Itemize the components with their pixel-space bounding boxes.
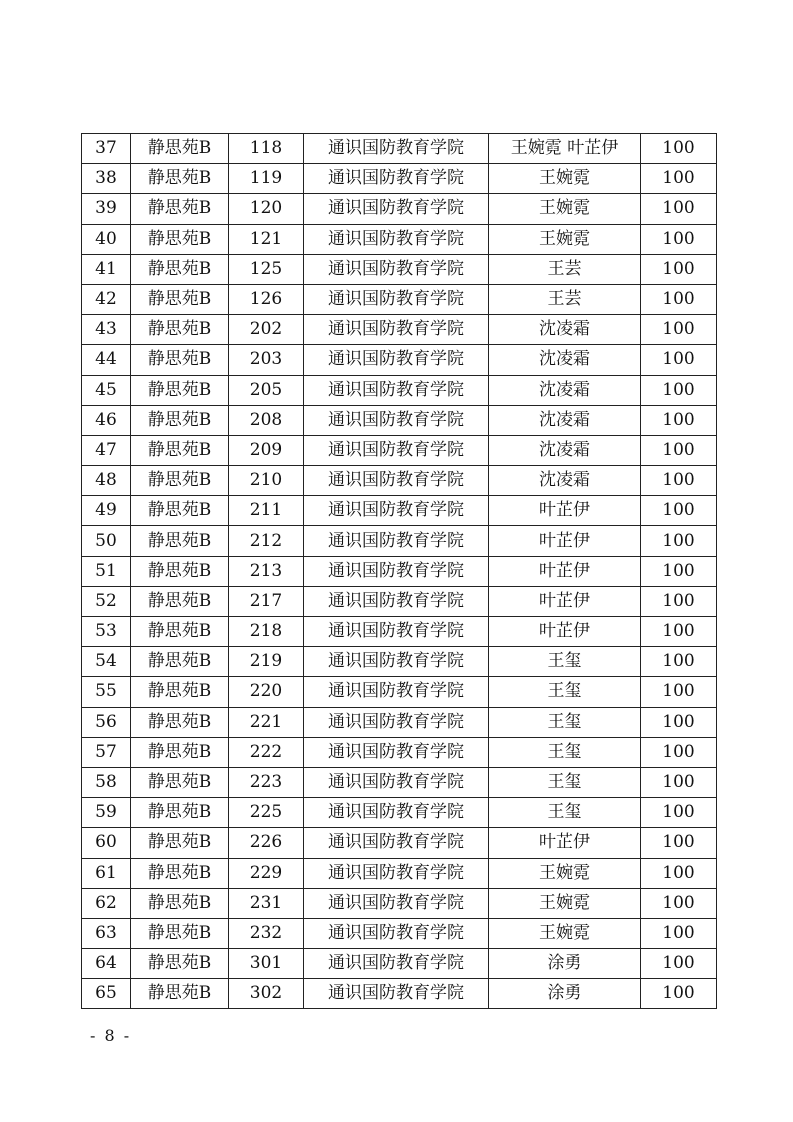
room-number-cell: 205 xyxy=(229,375,304,405)
inspector-cell: 王玺 xyxy=(489,647,641,677)
room-number-cell: 118 xyxy=(229,134,304,164)
table-row xyxy=(82,798,717,828)
college-cell: 通识国防教育学院 xyxy=(304,798,489,828)
building-cell: 静思苑B xyxy=(131,949,229,979)
college-cell: 通识国防教育学院 xyxy=(304,617,489,647)
college-cell: 通识国防教育学院 xyxy=(304,647,489,677)
building-cell: 静思苑B xyxy=(131,466,229,496)
college-cell: 通识国防教育学院 xyxy=(304,888,489,918)
room-number-cell: 212 xyxy=(229,526,304,556)
table-row xyxy=(82,677,717,707)
score-cell: 100 xyxy=(641,284,717,314)
building-cell: 静思苑B xyxy=(131,134,229,164)
row-number-cell: 47 xyxy=(82,435,131,465)
room-number-cell: 208 xyxy=(229,405,304,435)
table-row xyxy=(82,194,717,224)
inspector-cell: 叶芷伊 xyxy=(489,617,641,647)
room-number-cell: 211 xyxy=(229,496,304,526)
room-number-cell: 210 xyxy=(229,466,304,496)
row-number-cell: 61 xyxy=(82,858,131,888)
score-cell: 100 xyxy=(641,315,717,345)
table-row xyxy=(82,345,717,375)
table-row xyxy=(82,466,717,496)
row-number-cell: 57 xyxy=(82,737,131,767)
score-cell: 100 xyxy=(641,526,717,556)
row-number-cell: 42 xyxy=(82,284,131,314)
score-cell: 100 xyxy=(641,888,717,918)
inspector-cell: 王婉霓 xyxy=(489,224,641,254)
college-cell: 通识国防教育学院 xyxy=(304,466,489,496)
table-row xyxy=(82,586,717,616)
inspector-cell: 涂勇 xyxy=(489,979,641,1009)
college-cell: 通识国防教育学院 xyxy=(304,405,489,435)
room-number-cell: 226 xyxy=(229,828,304,858)
room-number-cell: 222 xyxy=(229,737,304,767)
table-row xyxy=(82,707,717,737)
room-number-cell: 120 xyxy=(229,194,304,224)
building-cell: 静思苑B xyxy=(131,435,229,465)
college-cell: 通识国防教育学院 xyxy=(304,164,489,194)
row-number-cell: 55 xyxy=(82,677,131,707)
table-row xyxy=(82,405,717,435)
building-cell: 静思苑B xyxy=(131,979,229,1009)
table-row xyxy=(82,858,717,888)
college-cell: 通识国防教育学院 xyxy=(304,918,489,948)
page-number: - 8 - xyxy=(90,1026,132,1045)
table-row xyxy=(82,435,717,465)
table-body xyxy=(82,134,717,1009)
college-cell: 通识国防教育学院 xyxy=(304,737,489,767)
table-row xyxy=(82,979,717,1009)
score-cell: 100 xyxy=(641,224,717,254)
room-number-cell: 119 xyxy=(229,164,304,194)
row-number-cell: 56 xyxy=(82,707,131,737)
score-cell: 100 xyxy=(641,707,717,737)
college-cell: 通识国防教育学院 xyxy=(304,677,489,707)
row-number-cell: 63 xyxy=(82,918,131,948)
score-cell: 100 xyxy=(641,405,717,435)
room-number-cell: 232 xyxy=(229,918,304,948)
score-cell: 100 xyxy=(641,918,717,948)
inspector-cell: 沈凌霜 xyxy=(489,315,641,345)
row-number-cell: 50 xyxy=(82,526,131,556)
row-number-cell: 64 xyxy=(82,949,131,979)
row-number-cell: 49 xyxy=(82,496,131,526)
inspector-cell: 叶芷伊 xyxy=(489,586,641,616)
room-number-cell: 217 xyxy=(229,586,304,616)
college-cell: 通识国防教育学院 xyxy=(304,707,489,737)
college-cell: 通识国防教育学院 xyxy=(304,496,489,526)
college-cell: 通识国防教育学院 xyxy=(304,526,489,556)
inspector-cell: 沈凌霜 xyxy=(489,375,641,405)
inspector-cell: 沈凌霜 xyxy=(489,435,641,465)
college-cell: 通识国防教育学院 xyxy=(304,949,489,979)
room-number-cell: 203 xyxy=(229,345,304,375)
row-number-cell: 54 xyxy=(82,647,131,677)
score-cell: 100 xyxy=(641,254,717,284)
room-number-cell: 126 xyxy=(229,284,304,314)
building-cell: 静思苑B xyxy=(131,617,229,647)
table-row xyxy=(82,767,717,797)
row-number-cell: 38 xyxy=(82,164,131,194)
building-cell: 静思苑B xyxy=(131,496,229,526)
table-row xyxy=(82,828,717,858)
college-cell: 通识国防教育学院 xyxy=(304,284,489,314)
table-row xyxy=(82,164,717,194)
inspector-cell: 叶芷伊 xyxy=(489,526,641,556)
table-row xyxy=(82,556,717,586)
building-cell: 静思苑B xyxy=(131,918,229,948)
college-cell: 通识国防教育学院 xyxy=(304,224,489,254)
table-row xyxy=(82,284,717,314)
room-number-cell: 219 xyxy=(229,647,304,677)
college-cell: 通识国防教育学院 xyxy=(304,194,489,224)
inspector-cell: 王婉霓 xyxy=(489,888,641,918)
college-cell: 通识国防教育学院 xyxy=(304,858,489,888)
row-number-cell: 58 xyxy=(82,767,131,797)
room-number-cell: 121 xyxy=(229,224,304,254)
inspector-cell: 沈凌霜 xyxy=(489,345,641,375)
building-cell: 静思苑B xyxy=(131,375,229,405)
score-cell: 100 xyxy=(641,164,717,194)
college-cell: 通识国防教育学院 xyxy=(304,586,489,616)
score-cell: 100 xyxy=(641,767,717,797)
inspector-cell: 王玺 xyxy=(489,737,641,767)
inspector-cell: 王婉霓 xyxy=(489,194,641,224)
building-cell: 静思苑B xyxy=(131,526,229,556)
table-row xyxy=(82,617,717,647)
inspector-cell: 沈凌霜 xyxy=(489,466,641,496)
inspector-cell: 叶芷伊 xyxy=(489,556,641,586)
score-cell: 100 xyxy=(641,979,717,1009)
table-row xyxy=(82,134,717,164)
building-cell: 静思苑B xyxy=(131,737,229,767)
dormitory-score-table xyxy=(81,133,717,1009)
score-cell: 100 xyxy=(641,737,717,767)
table-row xyxy=(82,526,717,556)
row-number-cell: 52 xyxy=(82,586,131,616)
room-number-cell: 125 xyxy=(229,254,304,284)
score-cell: 100 xyxy=(641,949,717,979)
score-cell: 100 xyxy=(641,134,717,164)
building-cell: 静思苑B xyxy=(131,828,229,858)
row-number-cell: 60 xyxy=(82,828,131,858)
table-row xyxy=(82,888,717,918)
inspector-cell: 王芸 xyxy=(489,254,641,284)
inspector-cell: 王婉霓 xyxy=(489,858,641,888)
score-cell: 100 xyxy=(641,194,717,224)
room-number-cell: 302 xyxy=(229,979,304,1009)
inspector-cell: 叶芷伊 xyxy=(489,828,641,858)
inspector-cell: 王玺 xyxy=(489,707,641,737)
row-number-cell: 46 xyxy=(82,405,131,435)
table-row xyxy=(82,949,717,979)
inspector-cell: 涂勇 xyxy=(489,949,641,979)
row-number-cell: 44 xyxy=(82,345,131,375)
table-row xyxy=(82,918,717,948)
college-cell: 通识国防教育学院 xyxy=(304,254,489,284)
table-row xyxy=(82,737,717,767)
building-cell: 静思苑B xyxy=(131,767,229,797)
room-number-cell: 221 xyxy=(229,707,304,737)
room-number-cell: 225 xyxy=(229,798,304,828)
building-cell: 静思苑B xyxy=(131,586,229,616)
score-cell: 100 xyxy=(641,375,717,405)
score-cell: 100 xyxy=(641,496,717,526)
score-cell: 100 xyxy=(641,617,717,647)
table-row xyxy=(82,315,717,345)
row-number-cell: 53 xyxy=(82,617,131,647)
room-number-cell: 202 xyxy=(229,315,304,345)
row-number-cell: 51 xyxy=(82,556,131,586)
college-cell: 通识国防教育学院 xyxy=(304,345,489,375)
row-number-cell: 43 xyxy=(82,315,131,345)
score-cell: 100 xyxy=(641,586,717,616)
building-cell: 静思苑B xyxy=(131,224,229,254)
inspector-cell: 王玺 xyxy=(489,767,641,797)
room-number-cell: 218 xyxy=(229,617,304,647)
room-number-cell: 209 xyxy=(229,435,304,465)
college-cell: 通识国防教育学院 xyxy=(304,375,489,405)
college-cell: 通识国防教育学院 xyxy=(304,979,489,1009)
score-cell: 100 xyxy=(641,556,717,586)
table-row xyxy=(82,647,717,677)
college-cell: 通识国防教育学院 xyxy=(304,315,489,345)
inspector-cell: 王婉霓 叶芷伊 xyxy=(489,134,641,164)
college-cell: 通识国防教育学院 xyxy=(304,767,489,797)
inspector-cell: 王婉霓 xyxy=(489,918,641,948)
score-cell: 100 xyxy=(641,677,717,707)
inspector-cell: 王玺 xyxy=(489,677,641,707)
building-cell: 静思苑B xyxy=(131,315,229,345)
table-row xyxy=(82,224,717,254)
inspector-cell: 王芸 xyxy=(489,284,641,314)
score-cell: 100 xyxy=(641,798,717,828)
college-cell: 通识国防教育学院 xyxy=(304,828,489,858)
college-cell: 通识国防教育学院 xyxy=(304,556,489,586)
college-cell: 通识国防教育学院 xyxy=(304,134,489,164)
building-cell: 静思苑B xyxy=(131,254,229,284)
building-cell: 静思苑B xyxy=(131,345,229,375)
row-number-cell: 41 xyxy=(82,254,131,284)
room-number-cell: 301 xyxy=(229,949,304,979)
row-number-cell: 62 xyxy=(82,888,131,918)
building-cell: 静思苑B xyxy=(131,194,229,224)
row-number-cell: 65 xyxy=(82,979,131,1009)
building-cell: 静思苑B xyxy=(131,556,229,586)
row-number-cell: 37 xyxy=(82,134,131,164)
building-cell: 静思苑B xyxy=(131,858,229,888)
score-cell: 100 xyxy=(641,435,717,465)
row-number-cell: 59 xyxy=(82,798,131,828)
inspector-cell: 沈凌霜 xyxy=(489,405,641,435)
table-row xyxy=(82,375,717,405)
building-cell: 静思苑B xyxy=(131,164,229,194)
row-number-cell: 40 xyxy=(82,224,131,254)
score-cell: 100 xyxy=(641,858,717,888)
room-number-cell: 223 xyxy=(229,767,304,797)
building-cell: 静思苑B xyxy=(131,647,229,677)
inspector-cell: 王玺 xyxy=(489,798,641,828)
room-number-cell: 229 xyxy=(229,858,304,888)
building-cell: 静思苑B xyxy=(131,798,229,828)
college-cell: 通识国防教育学院 xyxy=(304,435,489,465)
room-number-cell: 231 xyxy=(229,888,304,918)
inspector-cell: 叶芷伊 xyxy=(489,496,641,526)
score-cell: 100 xyxy=(641,828,717,858)
room-number-cell: 213 xyxy=(229,556,304,586)
table-row xyxy=(82,496,717,526)
building-cell: 静思苑B xyxy=(131,677,229,707)
row-number-cell: 45 xyxy=(82,375,131,405)
building-cell: 静思苑B xyxy=(131,888,229,918)
room-number-cell: 220 xyxy=(229,677,304,707)
building-cell: 静思苑B xyxy=(131,284,229,314)
score-cell: 100 xyxy=(641,345,717,375)
row-number-cell: 39 xyxy=(82,194,131,224)
score-cell: 100 xyxy=(641,466,717,496)
building-cell: 静思苑B xyxy=(131,405,229,435)
building-cell: 静思苑B xyxy=(131,707,229,737)
inspector-cell: 王婉霓 xyxy=(489,164,641,194)
table-row xyxy=(82,254,717,284)
score-cell: 100 xyxy=(641,647,717,677)
row-number-cell: 48 xyxy=(82,466,131,496)
